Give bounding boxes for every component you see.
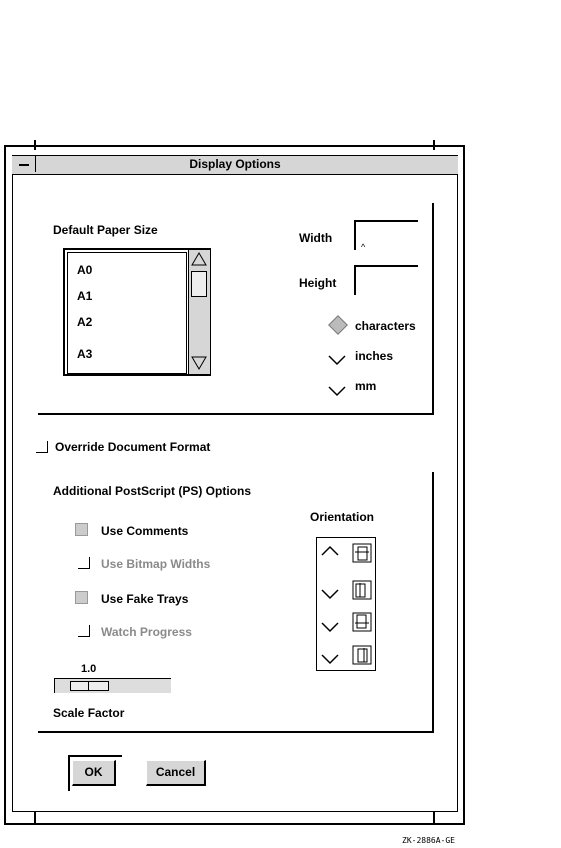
height-label: Height (299, 276, 337, 290)
scale-factor-label: Scale Factor (53, 706, 125, 720)
width-label: Width (299, 231, 333, 245)
orientation-radio-icon[interactable] (321, 621, 339, 633)
paper-group-right-border (432, 203, 434, 415)
resize-corner-top-left[interactable] (34, 140, 36, 150)
scale-slider-thumb[interactable] (70, 681, 109, 691)
cancel-button[interactable]: Cancel (146, 760, 206, 786)
use-bitmap-widths-checkbox[interactable] (78, 557, 90, 569)
use-comments-label[interactable]: Use Comments (101, 524, 189, 538)
inner-border-right (457, 173, 458, 811)
scale-value: 1.0 (81, 663, 97, 675)
window-menu-button[interactable] (13, 156, 36, 172)
height-field[interactable] (354, 265, 418, 295)
slider-thumb-divider (88, 681, 89, 691)
text-caret-icon: ^ (361, 242, 366, 252)
reverse-portrait-page-icon[interactable] (352, 612, 372, 632)
ps-group-bottom-border (38, 731, 434, 733)
use-fake-trays-label[interactable]: Use Fake Trays (101, 592, 189, 606)
scroll-up-arrow-icon[interactable] (191, 252, 207, 266)
ok-button[interactable]: OK (72, 760, 116, 786)
unit-mm-label[interactable]: mm (355, 379, 377, 393)
inner-border-left (12, 173, 13, 811)
use-comments-checkbox[interactable] (75, 523, 88, 536)
window-title: Display Options (189, 157, 281, 171)
watch-progress-label[interactable]: Watch Progress (101, 625, 192, 639)
paper-group-bottom-border (38, 413, 434, 415)
unit-characters-label[interactable]: characters (355, 319, 416, 333)
inner-border-bottom (12, 811, 458, 812)
ps-group-right-border (432, 472, 434, 733)
watch-progress-checkbox[interactable] (78, 625, 90, 637)
list-item[interactable]: A1 (77, 289, 93, 303)
reverse-landscape-page-icon[interactable] (352, 645, 372, 665)
title-bar[interactable] (12, 155, 458, 175)
scroll-down-arrow-icon[interactable] (191, 356, 207, 370)
minus-icon (19, 164, 29, 166)
portrait-page-icon[interactable] (352, 543, 372, 563)
landscape-page-icon[interactable] (352, 580, 372, 600)
resize-corner-bottom-right[interactable] (433, 812, 435, 824)
resize-corner-top-right[interactable] (433, 140, 435, 150)
list-item[interactable]: A3 (77, 347, 93, 361)
unit-inches-label[interactable]: inches (355, 349, 394, 363)
orientation-radio-icon[interactable] (321, 653, 339, 665)
orientation-radio-icon[interactable] (321, 588, 339, 600)
radio-mm-icon[interactable] (328, 385, 346, 397)
list-item[interactable]: A2 (77, 315, 93, 329)
list-item[interactable]: A0 (77, 263, 93, 277)
radio-inches-icon[interactable] (328, 354, 346, 366)
orientation-label: Orientation (310, 510, 375, 524)
use-bitmap-widths-label[interactable]: Use Bitmap Widths (101, 557, 211, 571)
orientation-radio-selected-icon[interactable] (321, 545, 339, 557)
figure-caption: ZK-2886A-GE (402, 836, 455, 845)
paper-size-label: Default Paper Size (53, 223, 158, 237)
override-label[interactable]: Override Document Format (55, 440, 211, 454)
resize-corner-bottom-left[interactable] (34, 812, 36, 824)
scrollbar-thumb[interactable] (191, 271, 207, 297)
use-fake-trays-checkbox[interactable] (75, 591, 88, 604)
ps-options-label: Additional PostScript (PS) Options (53, 484, 251, 498)
override-checkbox[interactable] (36, 441, 48, 453)
